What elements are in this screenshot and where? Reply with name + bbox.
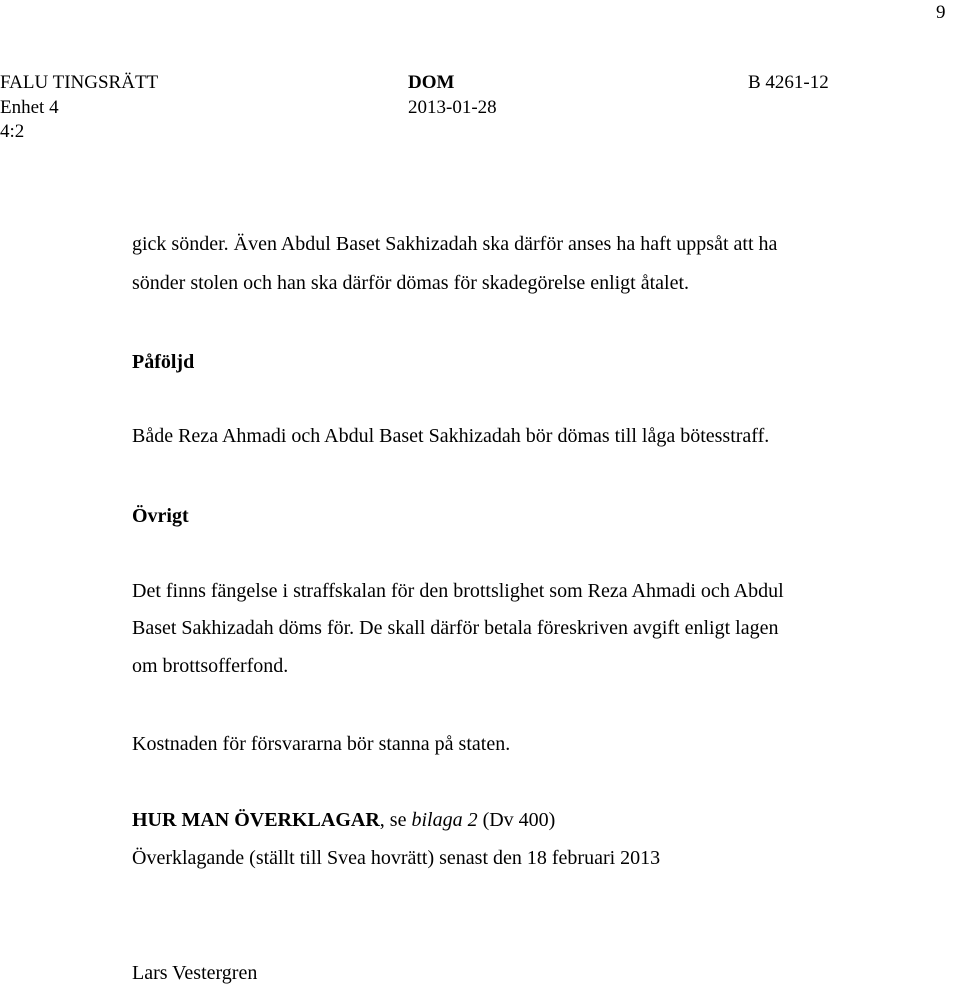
ovrigt-line-1: Det finns fängelse i straffskalan för den brottslighet som Reza Ahmadi och Abdul (132, 580, 784, 602)
section-text-pafoljd: Både Reza Ahmadi och Abdul Baset Sakhizadah bör dömas till låga bötesstraff. (132, 425, 770, 447)
section-heading-ovrigt: Övrigt (132, 505, 189, 527)
appeal-separator: , se (379, 809, 412, 831)
court-unit-sub: 4:2 (0, 121, 25, 142)
signature: Lars Vestergren (132, 962, 258, 984)
ovrigt-line-3: om brottsofferfond. (132, 655, 289, 677)
case-number: B 4261-12 (748, 72, 829, 93)
appeal-deadline: Överklagande (ställt till Svea hovrätt) senast den 18 februari 2013 (132, 847, 661, 869)
appeal-instructions (132, 809, 555, 832)
ovrigt-line-2: Baset Sakhizadah döms för. De skall därför betala föreskriven avgift enligt lagen (132, 617, 779, 639)
document-date: 2013-01-28 (408, 97, 497, 118)
appeal-attachment: bilaga 2 (411, 809, 478, 831)
costs-text: Kostnaden för försvararna bör stanna på staten. (132, 733, 511, 755)
court-name: FALU TINGSRÄTT (0, 72, 159, 93)
document-type: DOM (408, 72, 455, 93)
intro-line-2: sönder stolen och han ska därför dömas för skadegörelse enligt åtalet. (132, 272, 690, 294)
appeal-heading: HUR MAN ÖVERKLAGAR (132, 809, 380, 831)
court-unit: Enhet 4 (0, 97, 59, 118)
appeal-form: (Dv 400) (477, 809, 556, 831)
page-number: 9 (936, 2, 946, 23)
intro-line-1: gick sönder. Även Abdul Baset Sakhizadah ska därför anses ha haft uppsåt att ha (132, 233, 778, 255)
section-heading-pafoljd: Påföljd (132, 351, 195, 373)
